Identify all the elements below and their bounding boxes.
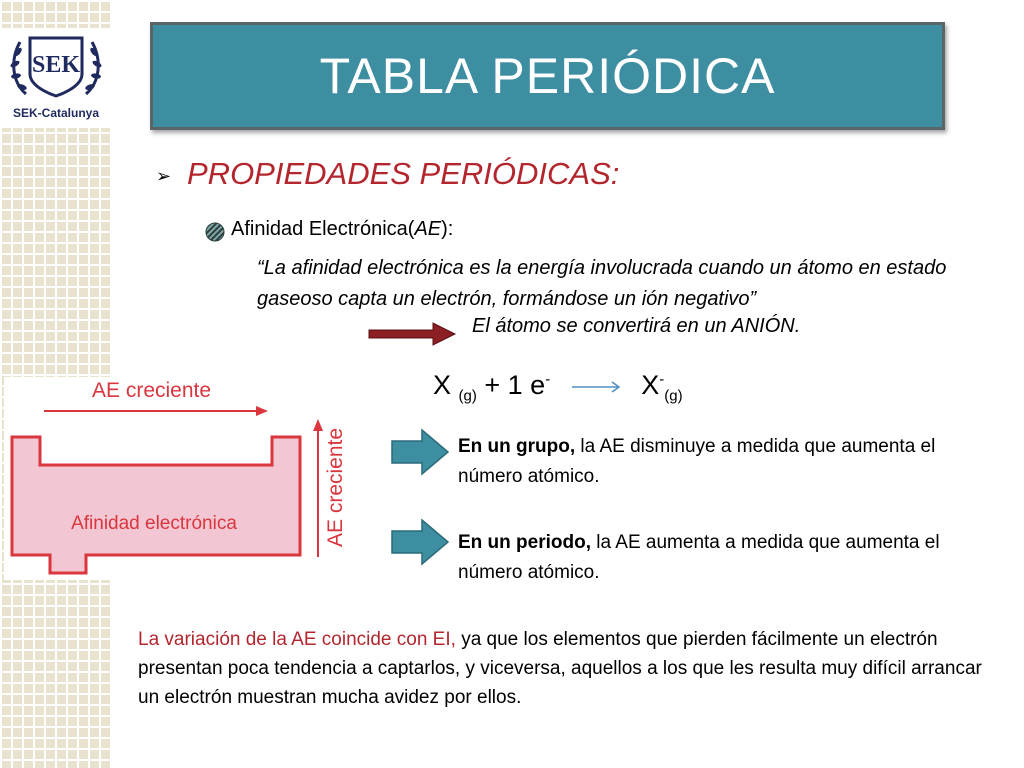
diagram-top-label: AE creciente bbox=[92, 379, 212, 402]
definition-conclusion: El átomo se convertirá en un ANIÓN. bbox=[472, 315, 801, 337]
rule-group-text: la AE disminuye a medida que aumenta el número atómico. bbox=[458, 436, 936, 487]
up-trend-arrow-icon bbox=[313, 419, 323, 431]
laurel-emblem-icon bbox=[6, 30, 106, 102]
sub-heading-abbr: AE bbox=[414, 218, 442, 240]
eq-plus-electron: + 1 e bbox=[484, 370, 546, 400]
eq-product-charge: - bbox=[659, 371, 665, 388]
striped-ball-bullet-icon bbox=[205, 222, 225, 242]
table-outline-shape bbox=[12, 437, 300, 573]
eq-electron-charge: - bbox=[545, 371, 551, 388]
teal-arrow-icon bbox=[390, 428, 450, 476]
page-title: TABLA PERIÓDICA bbox=[319, 48, 776, 104]
eq-product-state: (g) bbox=[664, 387, 683, 405]
rule-group bbox=[458, 432, 978, 492]
eq-product: X bbox=[641, 370, 660, 400]
right-trend-arrow-icon bbox=[256, 406, 268, 416]
eq-reactant: X bbox=[433, 370, 452, 400]
definition-quote: “La afinidad electrónica es la energía involucrada cuando un átomo en estado gaseoso capta un electrón, formándose un ión negativo” bbox=[257, 257, 947, 310]
footer-highlight: La variación de la AE coincide con EI, bbox=[138, 629, 456, 650]
school-logo bbox=[0, 28, 112, 128]
rule-period-text: la AE aumenta a medida que aumenta el número atómico. bbox=[458, 532, 940, 583]
rule-group-bold: En un grupo, bbox=[458, 436, 576, 457]
diagram-center-label: Afinidad electrónica bbox=[71, 513, 237, 534]
rule-period-bold: En un periodo, bbox=[458, 532, 591, 553]
sub-heading-suffix: ): bbox=[441, 218, 454, 240]
periodic-table-trend-diagram bbox=[4, 377, 352, 580]
footer-explanation bbox=[138, 625, 998, 712]
reaction-arrow-icon bbox=[570, 380, 622, 394]
right-arrow-icon bbox=[367, 321, 457, 347]
title-banner bbox=[150, 22, 945, 130]
arrow-bullet-icon: ➢ bbox=[156, 166, 172, 186]
diagram-side-label: AE creciente bbox=[324, 427, 347, 547]
eq-reactant-state: (g) bbox=[458, 387, 477, 405]
footer-body: ya que los elementos que pierden fácilmente un electrón presentan poca tendencia a captarlos, y viceversa, aquellos a los que les resulta muy difícil arrancar un electrón muestran mucha avidez por ellos. bbox=[138, 629, 982, 708]
section-heading: PROPIEDADES PERIÓDICAS: bbox=[187, 156, 620, 191]
sub-heading bbox=[231, 218, 453, 241]
rule-period bbox=[458, 528, 978, 588]
teal-arrow-icon bbox=[390, 518, 450, 566]
sub-heading-prefix: Afinidad Electrónica( bbox=[231, 218, 415, 240]
logo-emblem-text: SEK bbox=[31, 52, 81, 78]
chemical-equation bbox=[433, 370, 683, 404]
logo-caption: SEK-Catalunya bbox=[12, 106, 100, 120]
